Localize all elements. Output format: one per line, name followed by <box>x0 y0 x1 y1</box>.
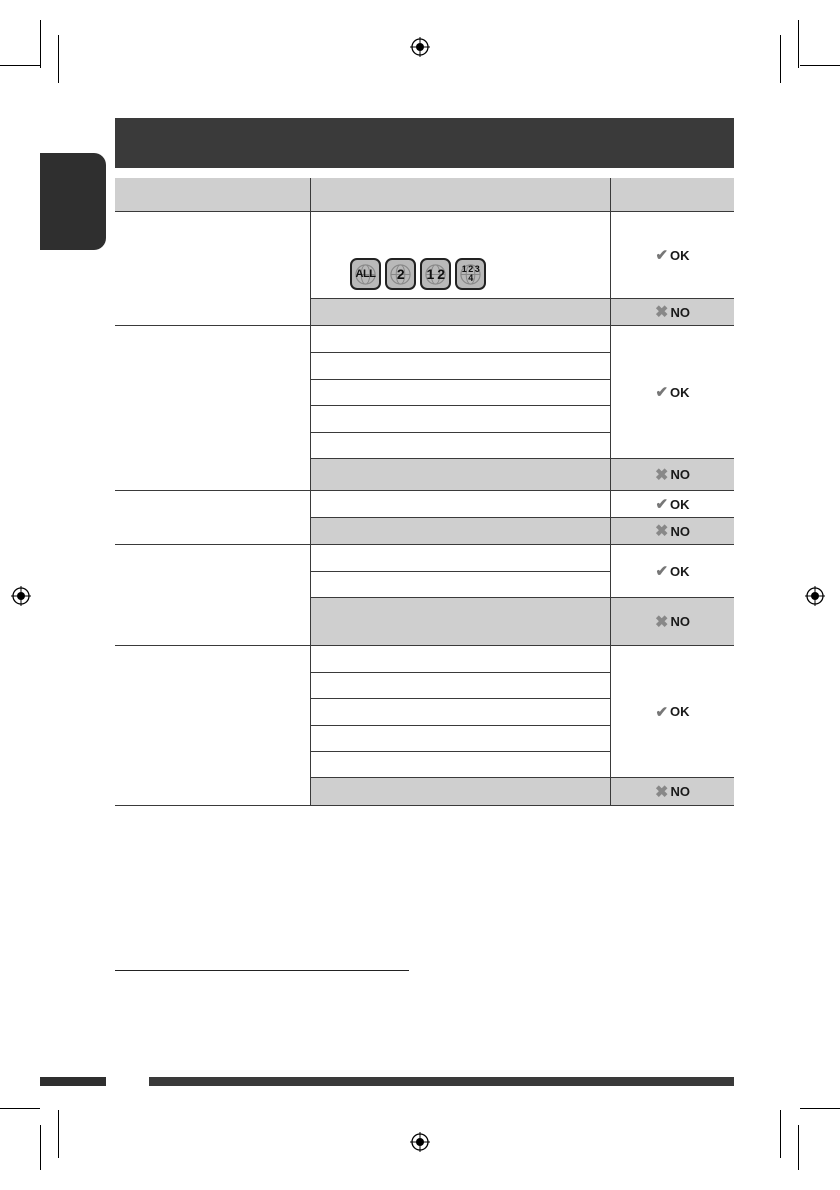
check-icon: ✔ <box>655 247 669 264</box>
cross-icon: ✖ <box>655 613 669 631</box>
status-badge-ok: ✔ OK <box>655 563 690 580</box>
status-badge-ok: ✔ OK <box>655 384 690 401</box>
cross-icon: ✖ <box>655 304 669 321</box>
region-code-icons <box>350 258 486 290</box>
status-badge-no: ✖ NO <box>655 304 690 321</box>
check-icon: ✔ <box>655 563 669 580</box>
registration-mark-icon <box>410 37 430 57</box>
status-badge-no: ✖ NO <box>655 783 690 801</box>
status-badge-ok: ✔ OK <box>655 703 690 721</box>
table-header-col-1 <box>115 178 310 211</box>
cross-icon: ✖ <box>655 466 669 484</box>
check-icon: ✔ <box>655 384 669 401</box>
check-icon: ✔ <box>655 703 669 721</box>
status-badge-ok: ✔ OK <box>655 247 690 264</box>
region-1-2-3-4-icon: 1 2 3 4 <box>455 258 486 290</box>
cross-icon: ✖ <box>655 523 669 540</box>
footer-bar <box>149 1077 734 1086</box>
status-badge-no: ✖ NO <box>655 523 690 540</box>
cross-icon: ✖ <box>655 783 669 801</box>
registration-mark-icon <box>11 586 31 606</box>
language-side-tab <box>40 153 106 250</box>
footer-page-tab <box>40 1077 106 1086</box>
status-badge-ok: ✔ OK <box>655 496 690 513</box>
registration-mark-icon <box>410 1132 430 1152</box>
status-badge-no: ✖ NO <box>655 613 690 631</box>
table-header-col-2 <box>311 178 610 211</box>
region-all-icon: ALL <box>350 258 381 290</box>
check-icon: ✔ <box>655 496 669 513</box>
region-1-2-icon: 1 2 <box>420 258 451 290</box>
registration-mark-icon <box>805 586 825 606</box>
status-badge-no: ✖ NO <box>655 466 690 484</box>
footnote-divider <box>115 970 409 971</box>
region-2-icon: 2 <box>385 258 416 290</box>
section-title-banner <box>115 118 734 168</box>
table-header-col-3 <box>611 178 734 211</box>
compatibility-table <box>115 178 734 806</box>
